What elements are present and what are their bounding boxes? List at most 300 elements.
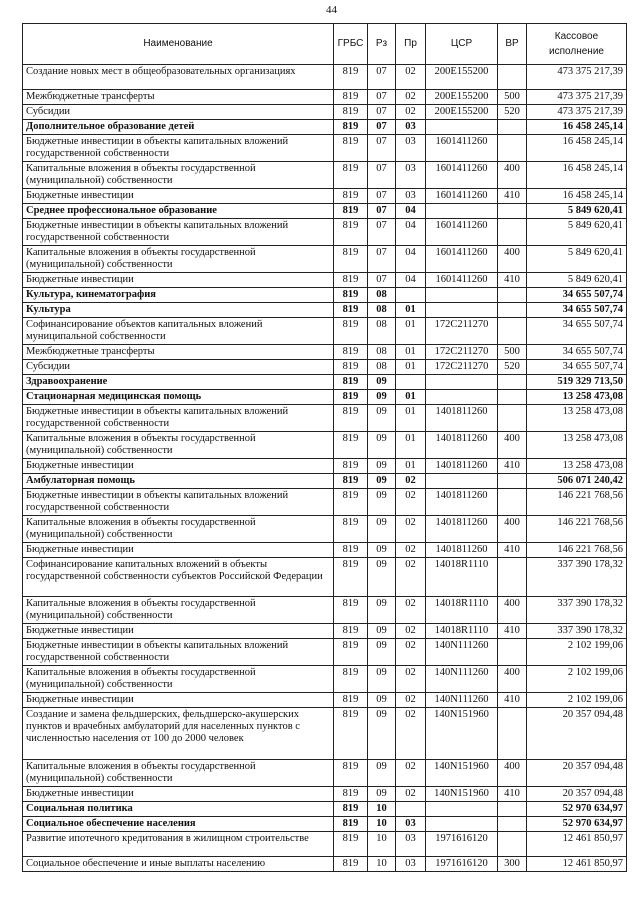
cell-amount: 473 375 217,39: [527, 65, 627, 90]
cell-amount: 13 258 473,08: [527, 390, 627, 405]
cell-pr: 01: [396, 303, 426, 318]
cell-grbs: 819: [334, 597, 368, 624]
cell-pr: 02: [396, 708, 426, 760]
cell-csr: 1401811260: [426, 543, 498, 558]
cell-csr: [426, 204, 498, 219]
cell-csr: 140N111260: [426, 639, 498, 666]
cell-pr: 03: [396, 857, 426, 872]
cell-rz: 07: [368, 120, 396, 135]
cell-grbs: 819: [334, 489, 368, 516]
cell-csr: 1601411260: [426, 219, 498, 246]
cell-amount: 2 102 199,06: [527, 639, 627, 666]
header-pr: Пр: [396, 24, 426, 65]
cell-csr: [426, 288, 498, 303]
cell-pr: 04: [396, 219, 426, 246]
cell-vr: [498, 802, 527, 817]
cell-name: Развитие ипотечного кредитования в жилищном строительстве: [23, 832, 334, 857]
table-row: [23, 360, 627, 375]
cell-rz: 10: [368, 817, 396, 832]
cell-grbs: 819: [334, 135, 368, 162]
cell-csr: 14018R1110: [426, 624, 498, 639]
table-row: [23, 474, 627, 489]
table-row: [23, 162, 627, 189]
cell-csr: 1601411260: [426, 273, 498, 288]
cell-csr: 200E155200: [426, 90, 498, 105]
cell-rz: 07: [368, 105, 396, 120]
cell-grbs: 819: [334, 105, 368, 120]
cell-vr: [498, 219, 527, 246]
cell-pr: 02: [396, 90, 426, 105]
cell-name: Бюджетные инвестиции в объекты капитальных вложений государственной собственности: [23, 135, 334, 162]
cell-rz: 09: [368, 432, 396, 459]
cell-rz: 09: [368, 543, 396, 558]
cell-amount: 2 102 199,06: [527, 666, 627, 693]
cell-csr: 172C211270: [426, 345, 498, 360]
cell-pr: 02: [396, 666, 426, 693]
table-row: [23, 318, 627, 345]
cell-pr: 03: [396, 817, 426, 832]
table-row: [23, 273, 627, 288]
cell-pr: [396, 375, 426, 390]
table-row: [23, 204, 627, 219]
cell-amount: 20 357 094,48: [527, 760, 627, 787]
cell-name: Бюджетные инвестиции: [23, 624, 334, 639]
cell-rz: 10: [368, 857, 396, 872]
table-row: [23, 558, 627, 597]
table-row: [23, 246, 627, 273]
cell-amount: 16 458 245,14: [527, 189, 627, 204]
cell-rz: 07: [368, 204, 396, 219]
cell-csr: 140N111260: [426, 693, 498, 708]
cell-grbs: 819: [334, 760, 368, 787]
cell-rz: 09: [368, 375, 396, 390]
cell-grbs: 819: [334, 204, 368, 219]
cell-vr: [498, 390, 527, 405]
cell-name: Капитальные вложения в объекты государственной (муниципальной) собственности: [23, 516, 334, 543]
cell-vr: 500: [498, 90, 527, 105]
cell-rz: 09: [368, 787, 396, 802]
cell-grbs: 819: [334, 639, 368, 666]
table-row: [23, 817, 627, 832]
cell-vr: [498, 405, 527, 432]
cell-vr: [498, 135, 527, 162]
table-row: [23, 405, 627, 432]
cell-amount: 16 458 245,14: [527, 135, 627, 162]
cell-rz: 10: [368, 802, 396, 817]
cell-amount: 519 329 713,50: [527, 375, 627, 390]
cell-amount: 473 375 217,39: [527, 90, 627, 105]
cell-pr: 02: [396, 516, 426, 543]
table-row: [23, 543, 627, 558]
table-row: [23, 65, 627, 90]
cell-vr: 400: [498, 516, 527, 543]
cell-rz: 07: [368, 246, 396, 273]
header-name: Наименование: [23, 24, 334, 65]
table-row: [23, 120, 627, 135]
cell-vr: [498, 120, 527, 135]
cell-name: Капитальные вложения в объекты государственной (муниципальной) собственности: [23, 162, 334, 189]
cell-grbs: 819: [334, 246, 368, 273]
cell-grbs: 819: [334, 120, 368, 135]
cell-name: Софинансирование капитальных вложений в объекты государственной собственности субъектов Российской Федерации: [23, 558, 334, 597]
cell-amount: 12 461 850,97: [527, 832, 627, 857]
cell-grbs: 819: [334, 832, 368, 857]
cell-pr: 02: [396, 693, 426, 708]
cell-amount: 146 221 768,56: [527, 516, 627, 543]
cell-name: Бюджетные инвестиции: [23, 787, 334, 802]
cell-rz: 07: [368, 189, 396, 204]
table-row: [23, 666, 627, 693]
cell-pr: 02: [396, 624, 426, 639]
cell-name: Бюджетные инвестиции в объекты капитальных вложений государственной собственности: [23, 489, 334, 516]
budget-execution-table: [22, 23, 627, 872]
cell-grbs: 819: [334, 817, 368, 832]
cell-pr: 03: [396, 189, 426, 204]
cell-grbs: 819: [334, 432, 368, 459]
cell-pr: 02: [396, 543, 426, 558]
table-header-row: [23, 24, 627, 65]
cell-name: Дополнительное образование детей: [23, 120, 334, 135]
cell-rz: 08: [368, 345, 396, 360]
cell-csr: 200E155200: [426, 105, 498, 120]
table-body: [23, 65, 627, 872]
cell-csr: 1401811260: [426, 489, 498, 516]
table-row: [23, 135, 627, 162]
cell-rz: 07: [368, 135, 396, 162]
table-row: [23, 390, 627, 405]
table-row: [23, 459, 627, 474]
cell-name: Здравоохранение: [23, 375, 334, 390]
table-row: [23, 832, 627, 857]
cell-csr: 1971616120: [426, 832, 498, 857]
cell-grbs: 819: [334, 390, 368, 405]
page-number: 44: [326, 4, 337, 16]
cell-vr: [498, 303, 527, 318]
cell-grbs: 819: [334, 375, 368, 390]
cell-amount: 34 655 507,74: [527, 345, 627, 360]
cell-grbs: 819: [334, 666, 368, 693]
cell-name: Капитальные вложения в объекты государственной (муниципальной) собственности: [23, 432, 334, 459]
cell-rz: 09: [368, 390, 396, 405]
cell-name: Капитальные вложения в объекты государственной (муниципальной) собственности: [23, 760, 334, 787]
cell-vr: [498, 318, 527, 345]
table-row: [23, 432, 627, 459]
table-row: [23, 802, 627, 817]
cell-grbs: 819: [334, 787, 368, 802]
cell-vr: [498, 708, 527, 760]
table-row: [23, 288, 627, 303]
cell-vr: 520: [498, 105, 527, 120]
cell-vr: [498, 832, 527, 857]
cell-name: Межбюджетные трансферты: [23, 90, 334, 105]
table-row: [23, 597, 627, 624]
cell-csr: [426, 474, 498, 489]
cell-pr: 01: [396, 432, 426, 459]
cell-amount: 337 390 178,32: [527, 624, 627, 639]
cell-vr: 410: [498, 459, 527, 474]
cell-csr: 1401811260: [426, 459, 498, 474]
cell-pr: 04: [396, 204, 426, 219]
cell-grbs: 819: [334, 558, 368, 597]
cell-vr: [498, 489, 527, 516]
cell-grbs: 819: [334, 543, 368, 558]
cell-grbs: 819: [334, 219, 368, 246]
cell-amount: 146 221 768,56: [527, 543, 627, 558]
cell-pr: 02: [396, 105, 426, 120]
cell-rz: 09: [368, 474, 396, 489]
cell-pr: [396, 802, 426, 817]
cell-pr: 02: [396, 597, 426, 624]
cell-name: Культура: [23, 303, 334, 318]
cell-pr: 02: [396, 474, 426, 489]
cell-amount: 5 849 620,41: [527, 246, 627, 273]
cell-name: Создание новых мест в общеобразовательных организациях: [23, 65, 334, 90]
table-row: [23, 219, 627, 246]
cell-amount: 52 970 634,97: [527, 817, 627, 832]
cell-rz: 07: [368, 90, 396, 105]
cell-name: Социальное обеспечение и иные выплаты населению: [23, 857, 334, 872]
table-row: [23, 760, 627, 787]
cell-pr: 04: [396, 246, 426, 273]
cell-pr: 03: [396, 135, 426, 162]
cell-vr: 400: [498, 246, 527, 273]
cell-vr: 410: [498, 189, 527, 204]
cell-name: Амбулаторная помощь: [23, 474, 334, 489]
cell-amount: 13 258 473,08: [527, 459, 627, 474]
cell-amount: 16 458 245,14: [527, 162, 627, 189]
cell-grbs: 819: [334, 405, 368, 432]
table-row: [23, 303, 627, 318]
cell-name: Среднее профессиональное образование: [23, 204, 334, 219]
cell-rz: 09: [368, 666, 396, 693]
table-row: [23, 708, 627, 760]
cell-pr: 01: [396, 360, 426, 375]
cell-grbs: 819: [334, 288, 368, 303]
cell-vr: 400: [498, 760, 527, 787]
cell-csr: 1401811260: [426, 516, 498, 543]
cell-pr: 02: [396, 760, 426, 787]
cell-rz: 09: [368, 459, 396, 474]
cell-rz: 09: [368, 693, 396, 708]
cell-amount: 473 375 217,39: [527, 105, 627, 120]
cell-amount: 146 221 768,56: [527, 489, 627, 516]
cell-csr: 140N111260: [426, 666, 498, 693]
cell-vr: 520: [498, 360, 527, 375]
cell-vr: [498, 817, 527, 832]
cell-amount: 34 655 507,74: [527, 360, 627, 375]
cell-name: Софинансирование объектов капитальных вложений муниципальной собственности: [23, 318, 334, 345]
cell-rz: 07: [368, 162, 396, 189]
table-row: [23, 489, 627, 516]
cell-rz: 07: [368, 273, 396, 288]
cell-vr: [498, 558, 527, 597]
cell-vr: 400: [498, 162, 527, 189]
cell-csr: [426, 120, 498, 135]
cell-grbs: 819: [334, 360, 368, 375]
cell-name: Культура, кинематография: [23, 288, 334, 303]
header-vr: ВР: [498, 24, 527, 65]
cell-vr: [498, 288, 527, 303]
cell-csr: 200E155200: [426, 65, 498, 90]
cell-pr: 04: [396, 273, 426, 288]
cell-grbs: 819: [334, 318, 368, 345]
cell-vr: [498, 639, 527, 666]
cell-csr: [426, 802, 498, 817]
cell-name: Субсидии: [23, 105, 334, 120]
cell-rz: 08: [368, 288, 396, 303]
cell-amount: 337 390 178,32: [527, 558, 627, 597]
cell-amount: 13 258 473,08: [527, 432, 627, 459]
cell-csr: 140N151960: [426, 787, 498, 802]
cell-vr: 410: [498, 624, 527, 639]
cell-grbs: 819: [334, 345, 368, 360]
cell-pr: 01: [396, 318, 426, 345]
cell-name: Капитальные вложения в объекты государственной (муниципальной) собственности: [23, 666, 334, 693]
cell-vr: [498, 65, 527, 90]
cell-grbs: 819: [334, 516, 368, 543]
cell-name: Социальное обеспечение населения: [23, 817, 334, 832]
cell-name: Бюджетные инвестиции: [23, 189, 334, 204]
table-row: [23, 624, 627, 639]
cell-pr: 02: [396, 489, 426, 516]
cell-vr: [498, 204, 527, 219]
cell-csr: 14018R1110: [426, 597, 498, 624]
cell-grbs: 819: [334, 693, 368, 708]
cell-rz: 08: [368, 303, 396, 318]
cell-amount: 337 390 178,32: [527, 597, 627, 624]
cell-grbs: 819: [334, 189, 368, 204]
cell-pr: 03: [396, 120, 426, 135]
cell-rz: 10: [368, 832, 396, 857]
cell-vr: 410: [498, 273, 527, 288]
cell-csr: 14018R1110: [426, 558, 498, 597]
cell-csr: 172C211270: [426, 360, 498, 375]
cell-grbs: 819: [334, 857, 368, 872]
table-row: [23, 375, 627, 390]
cell-vr: 410: [498, 693, 527, 708]
cell-csr: 1401811260: [426, 405, 498, 432]
cell-grbs: 819: [334, 65, 368, 90]
cell-csr: 1971616120: [426, 857, 498, 872]
cell-amount: 5 849 620,41: [527, 219, 627, 246]
table-row: [23, 345, 627, 360]
cell-rz: 08: [368, 360, 396, 375]
cell-grbs: 819: [334, 303, 368, 318]
cell-rz: 09: [368, 558, 396, 597]
cell-amount: 34 655 507,74: [527, 288, 627, 303]
cell-amount: 506 071 240,42: [527, 474, 627, 489]
cell-amount: 20 357 094,48: [527, 708, 627, 760]
cell-rz: 07: [368, 65, 396, 90]
cell-csr: 140N151960: [426, 708, 498, 760]
cell-pr: 01: [396, 345, 426, 360]
cell-grbs: 819: [334, 802, 368, 817]
cell-rz: 09: [368, 624, 396, 639]
cell-pr: [396, 288, 426, 303]
cell-pr: 01: [396, 390, 426, 405]
cell-csr: 1601411260: [426, 162, 498, 189]
cell-pr: 03: [396, 832, 426, 857]
cell-name: Субсидии: [23, 360, 334, 375]
cell-pr: 02: [396, 65, 426, 90]
cell-name: Социальная политика: [23, 802, 334, 817]
cell-rz: 09: [368, 597, 396, 624]
cell-amount: 12 461 850,97: [527, 857, 627, 872]
cell-csr: 140N151960: [426, 760, 498, 787]
cell-csr: 1601411260: [426, 135, 498, 162]
cell-grbs: 819: [334, 90, 368, 105]
cell-pr: 02: [396, 787, 426, 802]
cell-name: Капитальные вложения в объекты государственной (муниципальной) собственности: [23, 597, 334, 624]
cell-pr: 02: [396, 558, 426, 597]
cell-name: Бюджетные инвестиции: [23, 273, 334, 288]
cell-csr: 1601411260: [426, 246, 498, 273]
header-rz: Рз: [368, 24, 396, 65]
cell-amount: 16 458 245,14: [527, 120, 627, 135]
cell-amount: 20 357 094,48: [527, 787, 627, 802]
table-row: [23, 639, 627, 666]
cell-name: Бюджетные инвестиции в объекты капитальных вложений государственной собственности: [23, 405, 334, 432]
table-row: [23, 693, 627, 708]
cell-grbs: 819: [334, 459, 368, 474]
cell-csr: 1401811260: [426, 432, 498, 459]
cell-rz: 09: [368, 405, 396, 432]
cell-vr: [498, 375, 527, 390]
cell-rz: 08: [368, 318, 396, 345]
cell-vr: 400: [498, 432, 527, 459]
cell-vr: 300: [498, 857, 527, 872]
cell-name: Бюджетные инвестиции: [23, 459, 334, 474]
cell-name: Бюджетные инвестиции: [23, 543, 334, 558]
header-csr: ЦСР: [426, 24, 498, 65]
cell-name: Межбюджетные трансферты: [23, 345, 334, 360]
cell-csr: [426, 303, 498, 318]
cell-amount: 34 655 507,74: [527, 318, 627, 345]
cell-name: Бюджетные инвестиции: [23, 693, 334, 708]
cell-vr: 410: [498, 787, 527, 802]
cell-rz: 07: [368, 219, 396, 246]
table-row: [23, 787, 627, 802]
cell-grbs: 819: [334, 708, 368, 760]
cell-grbs: 819: [334, 474, 368, 489]
table-row: [23, 105, 627, 120]
cell-vr: 500: [498, 345, 527, 360]
header-grbs: ГРБС: [334, 24, 368, 65]
table-row: [23, 516, 627, 543]
cell-name: Создание и замена фельдшерских, фельдшерско-акушерских пунктов и врачебных амбулаторий для населенных пунктов с численностью населения от 100 до 2000 человек: [23, 708, 334, 760]
cell-grbs: 819: [334, 624, 368, 639]
header-amount-line1: Кассовое: [554, 31, 599, 42]
cell-csr: [426, 375, 498, 390]
cell-amount: 13 258 473,08: [527, 405, 627, 432]
table-row: [23, 189, 627, 204]
cell-grbs: 819: [334, 162, 368, 189]
cell-name: Бюджетные инвестиции в объекты капитальных вложений государственной собственности: [23, 639, 334, 666]
cell-amount: 34 655 507,74: [527, 303, 627, 318]
cell-pr: 02: [396, 639, 426, 666]
cell-amount: 5 849 620,41: [527, 204, 627, 219]
cell-csr: [426, 817, 498, 832]
cell-grbs: 819: [334, 273, 368, 288]
cell-vr: 400: [498, 597, 527, 624]
cell-csr: 1601411260: [426, 189, 498, 204]
cell-pr: 03: [396, 162, 426, 189]
cell-csr: 172C211270: [426, 318, 498, 345]
cell-name: Стационарная медицинская помощь: [23, 390, 334, 405]
cell-pr: 01: [396, 459, 426, 474]
cell-amount: 52 970 634,97: [527, 802, 627, 817]
cell-rz: 09: [368, 639, 396, 666]
